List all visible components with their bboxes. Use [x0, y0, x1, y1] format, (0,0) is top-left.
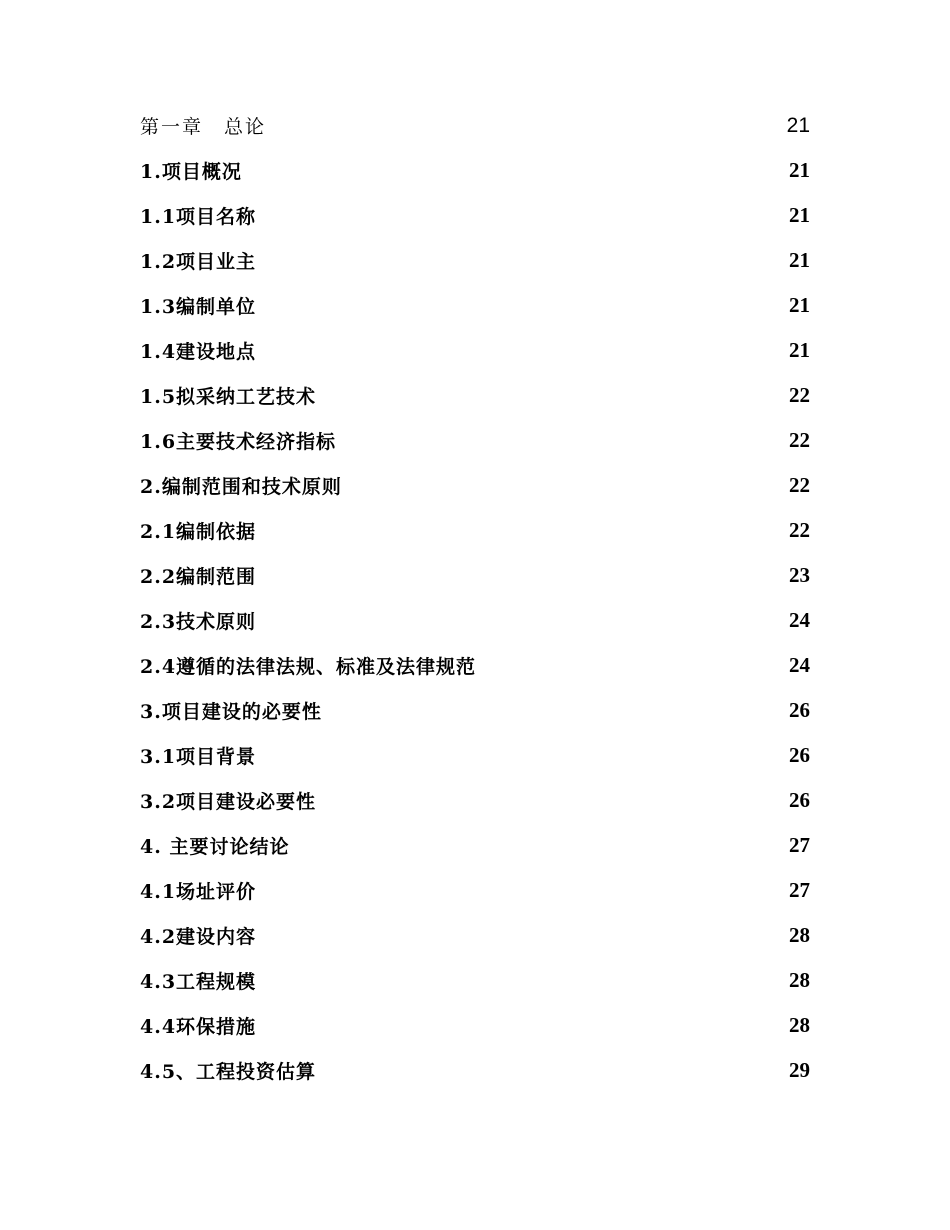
toc-entry-title: 2.3技术原则 — [140, 611, 257, 633]
toc-entry-page: 29 — [789, 1058, 810, 1082]
toc-entry[interactable] — [140, 508, 810, 553]
toc-chapter-row[interactable] — [140, 103, 810, 148]
toc-chapter-title: 第一章 总论 — [140, 116, 267, 138]
toc-entry-page: 21 — [789, 338, 810, 362]
toc-entry[interactable] — [140, 733, 810, 778]
toc-entry-title: 1.4建设地点 — [140, 341, 257, 363]
toc-entry[interactable] — [140, 238, 810, 283]
toc-entry[interactable] — [140, 913, 810, 958]
toc-entry[interactable] — [140, 778, 810, 823]
toc-entry[interactable] — [140, 688, 810, 733]
toc-entry-page: 21 — [789, 248, 810, 272]
toc-entry-page: 21 — [789, 203, 810, 227]
toc-entry[interactable] — [140, 463, 810, 508]
toc-entry[interactable] — [140, 1048, 810, 1093]
toc-entry-page: 26 — [789, 698, 810, 722]
toc-entry-title: 4.5、工程投资估算 — [140, 1061, 317, 1083]
toc-entry-page: 26 — [789, 743, 810, 767]
toc-entry[interactable] — [140, 373, 810, 418]
toc-entry-title: 2.编制范围和技术原则 — [140, 476, 342, 498]
toc-entry[interactable] — [140, 643, 810, 688]
toc-entry[interactable] — [140, 148, 810, 193]
toc-entry-page: 24 — [789, 653, 810, 677]
toc-entry-page: 28 — [789, 1013, 810, 1037]
toc-entry[interactable] — [140, 598, 810, 643]
table-of-contents — [140, 103, 810, 1093]
toc-entry[interactable] — [140, 553, 810, 598]
toc-entry-title: 4.3工程规模 — [140, 971, 257, 993]
toc-entry[interactable] — [140, 328, 810, 373]
toc-entry-page: 22 — [789, 383, 810, 407]
toc-entry-page: 28 — [789, 923, 810, 947]
toc-entry-title: 2.1编制依据 — [140, 521, 257, 543]
toc-entry-page: 27 — [789, 833, 810, 857]
toc-entry-title: 1.6主要技术经济指标 — [140, 431, 337, 453]
toc-entry-title: 3.1项目背景 — [140, 746, 257, 768]
toc-entry-page: 22 — [789, 428, 810, 452]
toc-entry-page: 23 — [789, 563, 810, 587]
toc-entry-title: 1.项目概况 — [140, 161, 242, 183]
toc-entry-page: 21 — [789, 158, 810, 182]
toc-entry-title: 1.1项目名称 — [140, 206, 257, 228]
toc-entry-title: 4.2建设内容 — [140, 926, 257, 948]
toc-entry[interactable] — [140, 193, 810, 238]
toc-entry-page: 28 — [789, 968, 810, 992]
toc-chapter-page: 21 — [786, 113, 810, 137]
toc-entry[interactable] — [140, 283, 810, 328]
toc-entry-title: 4.1场址评价 — [140, 881, 257, 903]
toc-entry-title: 3.2项目建设必要性 — [140, 791, 317, 813]
toc-entry-title: 1.3编制单位 — [140, 296, 257, 318]
toc-entry[interactable] — [140, 1003, 810, 1048]
toc-entry[interactable] — [140, 418, 810, 463]
toc-entry[interactable] — [140, 958, 810, 1003]
toc-entry-page: 27 — [789, 878, 810, 902]
toc-entry-page: 26 — [789, 788, 810, 812]
toc-entry-title: 2.4遵循的法律法规、标准及法律规范 — [140, 656, 477, 678]
toc-entry-title: 4. 主要讨论结论 — [140, 836, 290, 858]
toc-entry-title: 2.2编制范围 — [140, 566, 257, 588]
toc-entry-page: 24 — [789, 608, 810, 632]
toc-entry-page: 22 — [789, 473, 810, 497]
toc-entry-title: 4.4环保措施 — [140, 1016, 257, 1038]
toc-entry-page: 22 — [789, 518, 810, 542]
toc-entry[interactable] — [140, 823, 810, 868]
toc-entry-page: 21 — [789, 293, 810, 317]
toc-entry[interactable] — [140, 868, 810, 913]
toc-entry-title: 1.5拟采纳工艺技术 — [140, 386, 317, 408]
toc-entry-title: 3.项目建设的必要性 — [140, 701, 322, 723]
toc-entry-title: 1.2项目业主 — [140, 251, 257, 273]
